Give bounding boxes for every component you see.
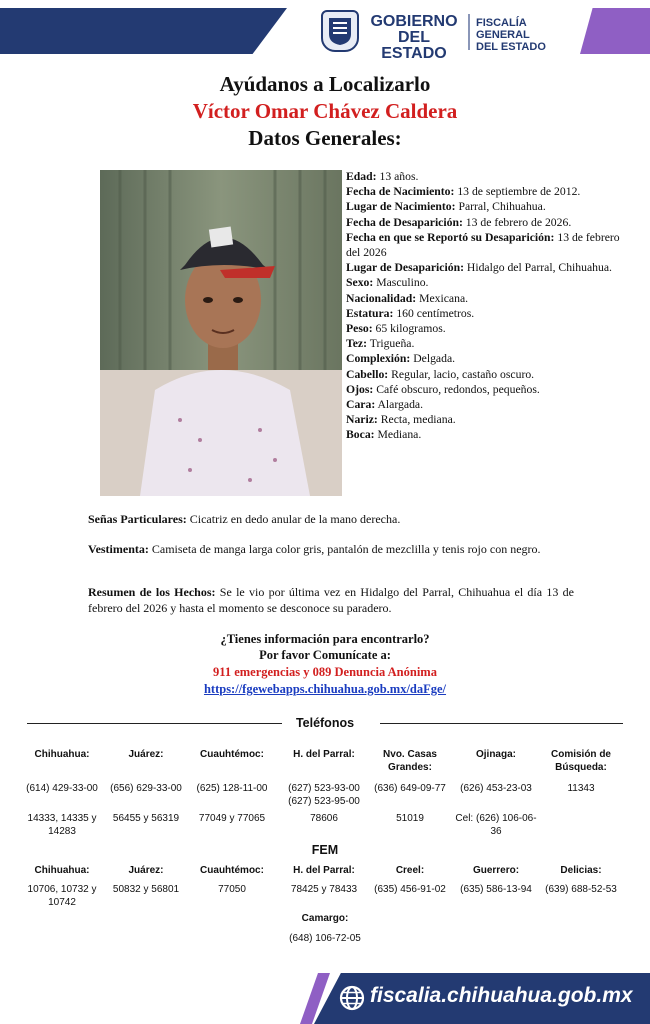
fem-camargo-head: Camargo: xyxy=(301,913,349,924)
vestimenta-value: Camiseta de manga larga color gris, pantalón de mezclilla y tenis rojo con negro. xyxy=(148,542,541,556)
phone-col-head: Ojinaga: xyxy=(475,749,516,760)
data-label: Ojos: xyxy=(346,382,374,396)
data-row xyxy=(346,306,626,321)
resumen-hechos xyxy=(88,585,574,616)
vestimenta xyxy=(88,542,574,558)
data-label: Edad: xyxy=(346,170,377,183)
data-value: 13 de septiembre de 2012. xyxy=(454,185,581,199)
phone-number: (614) 429-33-00 xyxy=(26,783,98,794)
fem-number: (635) 456-91-02 xyxy=(374,884,446,895)
data-value: 160 centímetros. xyxy=(393,306,475,320)
gobierno-logo-text: GOBIERNO DEL ESTADO xyxy=(370,13,458,62)
senas-particulares xyxy=(88,512,574,528)
data-value: 13 de febrero del 2026 xyxy=(346,230,620,260)
data-label: Fecha en que se Reportó su Desaparición: xyxy=(346,230,555,244)
phone-number: (627) 523-93-00 (627) 523-95-00 xyxy=(288,783,360,807)
data-row xyxy=(346,275,626,290)
header-band-right xyxy=(580,8,650,54)
fem-col-head: Juárez: xyxy=(128,865,164,876)
vestimenta-label: Vestimenta: xyxy=(88,542,149,556)
data-label: Nacionalidad: xyxy=(346,291,417,305)
data-label: Fecha de Desaparición: xyxy=(346,215,463,229)
page-title: Ayúdanos a Localizarlo xyxy=(219,72,431,96)
phone-col-head: Cuauhtémoc: xyxy=(200,749,264,760)
data-value: Delgada. xyxy=(410,352,456,366)
fem-col-head: Guerrero: xyxy=(472,865,520,876)
data-label: Cabello: xyxy=(346,367,389,381)
globe-icon xyxy=(339,985,365,1011)
data-row xyxy=(346,412,626,427)
fiscalia-logo-text: FISCALÍA GENERAL DEL ESTADO xyxy=(476,17,546,53)
senas-value: Cicatriz en dedo anular de la mano derecha. xyxy=(186,512,401,526)
resumen-label: Resumen de los Hechos: xyxy=(88,585,216,599)
senas-label: Señas Particulares: xyxy=(88,512,187,526)
fem-col-head: H. del Parral: xyxy=(293,865,355,876)
data-label: Nariz: xyxy=(346,413,378,427)
data-label: Lugar de Desaparición: xyxy=(346,261,464,275)
phone-number: (656) 629-33-00 xyxy=(110,783,182,794)
phone-col-head: Juárez: xyxy=(128,749,164,760)
data-label: Sexo: xyxy=(346,276,374,290)
header-divider xyxy=(468,14,470,50)
data-value: 65 kilogramos. xyxy=(372,322,446,336)
data-row xyxy=(346,367,626,382)
data-row xyxy=(346,184,626,199)
data-row xyxy=(346,397,626,412)
contact-prompt: Por favor Comunícate a: xyxy=(259,648,391,662)
data-value: Alargada. xyxy=(375,398,424,412)
section-title-general-data: Datos Generales: xyxy=(248,126,402,150)
phone-col-head: Nvo. Casas Grandes: xyxy=(383,749,437,773)
fem-number: 78425 y 78433 xyxy=(290,884,358,895)
phone-col-head: H. del Parral: xyxy=(293,749,355,760)
state-seal-icon xyxy=(321,10,359,52)
data-row xyxy=(346,169,626,184)
phone-extension: Cel: (626) 106-06-36 xyxy=(455,813,537,837)
phone-extension: 14333, 14335 y 14283 xyxy=(27,813,97,837)
data-value: Mexicana. xyxy=(416,291,469,305)
data-row xyxy=(346,427,626,442)
data-row xyxy=(346,321,626,336)
fem-number: (635) 586-13-94 xyxy=(460,884,532,895)
data-row xyxy=(346,199,626,214)
report-link[interactable]: https://fgewebapps.chihuahua.gob.mx/daFge/ xyxy=(203,682,447,696)
phone-extension: 77049 y 77065 xyxy=(198,813,266,824)
fem-number: 77050 xyxy=(218,884,246,895)
data-label: Complexión: xyxy=(346,352,411,366)
fem-col-head: Cuauhtémoc: xyxy=(200,865,264,876)
fem-col-head: Creel: xyxy=(395,865,425,876)
data-label: Estatura: xyxy=(346,306,394,320)
data-value: 13 años. xyxy=(376,170,419,183)
phone-col-head: Chihuahua: xyxy=(34,749,90,760)
data-value: Regular, lacio, castaño oscuro. xyxy=(388,367,535,381)
data-row xyxy=(346,291,626,306)
phone-number: (636) 649-09-77 xyxy=(374,783,446,794)
data-label: Peso: xyxy=(346,322,373,336)
phone-col-head: Comisión de Búsqueda: xyxy=(550,749,611,773)
footer-website[interactable]: fiscalia.chihuahua.gob.mx xyxy=(370,984,633,1007)
header-band-left xyxy=(0,8,287,54)
data-row xyxy=(346,215,626,230)
phone-extension: 56455 y 56319 xyxy=(112,813,180,824)
data-value: Mediana. xyxy=(374,428,422,442)
data-row xyxy=(346,336,626,351)
data-value: 13 de febrero de 2026. xyxy=(462,215,572,229)
missing-person-photo xyxy=(100,170,342,496)
fem-number: 10706, 10732 y 10742 xyxy=(27,884,97,908)
fem-col-head: Delicias: xyxy=(560,865,602,876)
phone-number: (625) 128-11-00 xyxy=(196,783,268,794)
data-row xyxy=(346,260,626,275)
data-row xyxy=(346,230,626,260)
phone-extension: 78606 xyxy=(310,813,338,824)
data-value: Parral, Chihuahua. xyxy=(455,200,546,214)
fem-title: FEM xyxy=(311,843,339,857)
data-value: Café obscuro, redondos, pequeños. xyxy=(373,382,540,396)
data-label: Boca: xyxy=(346,428,375,442)
general-data-list xyxy=(346,169,626,443)
missing-person-name: Víctor Omar Chávez Caldera xyxy=(192,99,458,123)
data-value: Hidalgo del Parral, Chihuahua. xyxy=(463,261,612,275)
phone-extension: 51019 xyxy=(396,813,424,824)
data-value: Trigueña. xyxy=(367,337,415,351)
fem-number: 50832 y 56801 xyxy=(112,884,180,895)
data-label: Lugar de Nacimiento: xyxy=(346,200,456,214)
phone-number: (626) 453-23-03 xyxy=(460,783,532,794)
data-value: Masculino. xyxy=(373,276,429,290)
phones-title: Teléfonos xyxy=(295,716,355,730)
data-label: Fecha de Nacimiento: xyxy=(346,185,455,199)
emergency-numbers: 911 emergencias y 089 Denuncia Anónima xyxy=(213,665,437,679)
phone-number: 11343 xyxy=(567,783,595,794)
resumen-value: Se le vio por última vez en Hidalgo del Parral, Chihuahua el día 13 de febrero del 2026 y hasta el momento se desconoce su paradero. xyxy=(88,585,574,615)
fem-col-head: Chihuahua: xyxy=(34,865,90,876)
data-label: Cara: xyxy=(346,398,376,412)
fem-number: (639) 688-52-53 xyxy=(545,884,617,895)
fem-camargo-phone: (648) 106-72-05 xyxy=(289,933,361,944)
data-value: Recta, mediana. xyxy=(377,413,456,427)
data-row xyxy=(346,351,626,366)
contact-question: ¿Tienes información para encontrarlo? xyxy=(220,632,430,646)
data-label: Tez: xyxy=(346,337,367,351)
data-row xyxy=(346,382,626,397)
